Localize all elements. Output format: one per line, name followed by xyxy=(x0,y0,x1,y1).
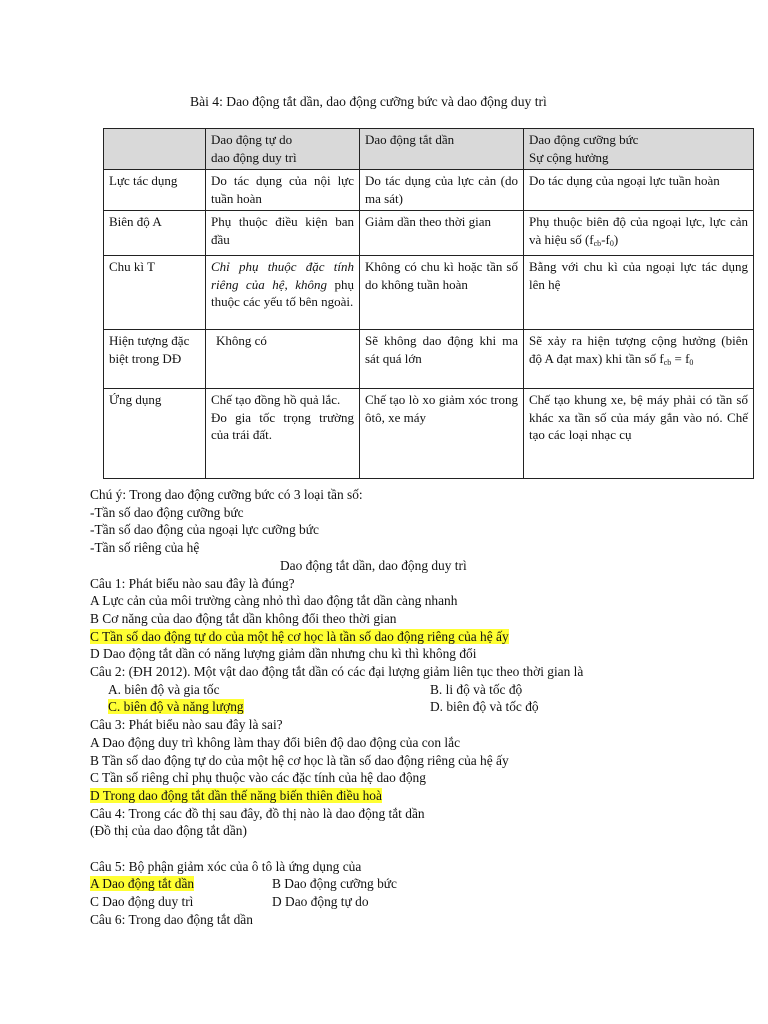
question-1: Câu 1: Phát biểu nào sau đây là đúng? xyxy=(90,575,295,591)
answer-option: A. biên độ và gia tốc xyxy=(108,681,220,697)
table-cell: Giảm dần theo thời gian xyxy=(360,211,524,256)
question-6: Câu 6: Trong dao động tắt dần xyxy=(90,911,253,927)
table-cell: Bằng với chu kì của ngoại lực tác dụng lên hệ xyxy=(524,256,754,330)
cell-text: = f xyxy=(671,350,690,366)
row-label: Lực tác dụng xyxy=(104,170,206,211)
header-cell-damped: Dao động tắt dần xyxy=(360,129,524,170)
note-line: -Tần số dao động cưỡng bức xyxy=(90,504,244,520)
row-label: Hiện tượng đặc biệt trong DĐ xyxy=(104,330,206,389)
row-label: Biên độ A xyxy=(104,211,206,256)
question-2: Câu 2: (ĐH 2012). Một vật dao động tắt dần có các đại lượng giảm liên tục theo thời gian là xyxy=(90,664,584,680)
table-cell: Do tác dụng của nội lực tuần hoàn xyxy=(206,170,360,211)
answer-options-row xyxy=(90,875,750,893)
note-line: -Tần số riêng của hệ xyxy=(90,540,200,556)
cell-italic-text: Chỉ phụ thuộc đặc tính riêng của hệ, không xyxy=(211,259,354,292)
answer-option: B Dao động cưỡng bức xyxy=(272,876,397,892)
table-cell: Phụ thuộc điều kiện ban đầu xyxy=(206,211,360,256)
cell-text: phụ thuộc các yếu tố bên ngoài. xyxy=(211,276,354,309)
answer-options-row xyxy=(90,698,750,716)
question-4-note: (Đồ thị của dao động tắt dần) xyxy=(90,823,247,839)
answer-option: C Dao động duy trì xyxy=(90,894,194,910)
cell-text: Chế tạo đồng hồ quả lắc. xyxy=(211,392,341,407)
header-forced-line2: Sự cộng hưởng xyxy=(529,149,609,165)
answer-option-highlighted: C. biên độ và năng lượng xyxy=(108,699,244,715)
subscript-0: 0 xyxy=(689,357,694,367)
cell-text: -f xyxy=(601,231,610,247)
table-row xyxy=(104,389,754,479)
table-cell: Chế tạo lò xo giảm xóc trong ôtô, xe máy xyxy=(360,389,524,479)
answer-option: D Dao động tắt dần có năng lượng giảm dần nhưng chu kì thì không đổi xyxy=(90,646,477,662)
answer-option: C Tần số riêng chỉ phụ thuộc vào các đặc tính của hệ dao động xyxy=(90,770,426,786)
answer-option: B Tần số dao động tự do của một hệ cơ học là tần số dao động riêng của hệ ấy xyxy=(90,752,509,768)
answer-option: A Dao động duy trì không làm thay đổi biên độ dao động của con lắc xyxy=(90,734,461,750)
answer-option-highlighted: A Dao động tắt dần xyxy=(90,876,195,892)
answer-option: A Lực cản của môi trường càng nhỏ thì dao động tắt dần càng nhanh xyxy=(90,593,458,609)
question-4: Câu 4: Trong các đồ thị sau đây, đồ thị nào là dao động tắt dần xyxy=(90,805,425,821)
cell-text: Đo gia tốc trọng trường của trái đất. xyxy=(211,409,354,442)
cell-text: ) xyxy=(613,231,619,247)
answer-option: B. li độ và tốc độ xyxy=(430,681,523,697)
table-cell xyxy=(524,211,754,256)
table-header-row xyxy=(104,129,754,170)
table-cell: Không có chu kì hoặc tần số do không tuần hoàn xyxy=(360,256,524,330)
note-line: -Tần số dao động của ngoại lực cưỡng bức xyxy=(90,522,319,538)
row-label: Chu kì T xyxy=(104,256,206,330)
table-cell: Do tác dụng của lực cản (do ma sát) xyxy=(360,170,524,211)
table-row xyxy=(104,170,754,211)
table-cell: Chế tạo khung xe, bệ máy phải có tần số khác xa tần số của máy gắn vào nó. Chế tạo các loại nhạc cụ xyxy=(524,389,754,479)
lesson-title: Bài 4: Dao động tắt dần, dao động cưỡng bức và dao động duy trì xyxy=(190,94,547,109)
table-cell xyxy=(206,256,360,330)
cell-text: Sẽ xảy ra hiện tượng cộng hưởng (biên độ A đạt max) khi tần số f xyxy=(529,333,748,366)
table-cell: Sẽ không dao động khi ma sát quá lớn xyxy=(360,330,524,389)
question-5: Câu 5: Bộ phận giảm xóc của ô tô là ứng dụng của xyxy=(90,858,362,874)
header-free-line2: dao động duy trì xyxy=(211,149,297,165)
header-cell-free-oscillation xyxy=(206,129,360,170)
subscript-cb: cb xyxy=(593,238,602,248)
answer-option: D Dao động tự do xyxy=(272,894,369,910)
header-cell-forced xyxy=(524,129,754,170)
header-forced-line1: Dao động cưỡng bức xyxy=(529,132,639,147)
table-row xyxy=(104,256,754,330)
comparison-table xyxy=(103,128,754,479)
cell-text: Không có xyxy=(216,333,267,348)
row-label: Ứng dụng xyxy=(104,389,206,479)
answer-option-highlighted: D Trong dao động tắt dần thế năng biến thiên điều hoà xyxy=(90,787,382,803)
subscript-cb: cb xyxy=(663,357,672,367)
table-cell: Do tác dụng của ngoại lực tuần hoàn xyxy=(524,170,754,211)
header-free-line1: Dao động tự do xyxy=(211,132,293,147)
cell-text: Phụ thuộc biên độ của ngoại lực, lực cản và hiệu số (f xyxy=(529,214,748,247)
answer-options-row xyxy=(90,893,750,911)
notes-and-questions xyxy=(90,486,750,929)
table-cell xyxy=(206,389,360,479)
section-heading: Dao động tắt dần, dao động duy trì xyxy=(280,557,467,573)
note-line: Chú ý: Trong dao động cưỡng bức có 3 loại tần số: xyxy=(90,487,363,502)
table-cell xyxy=(524,330,754,389)
answer-options-row xyxy=(90,681,750,699)
subscript-0: 0 xyxy=(609,238,614,248)
answer-option: D. biên độ và tốc độ xyxy=(430,699,539,715)
answer-option: B Cơ năng của dao động tắt dần không đổi theo thời gian xyxy=(90,610,397,626)
header-cell-empty xyxy=(104,129,206,170)
answer-option-highlighted: C Tần số dao động tự do của một hệ cơ học là tần số dao động riêng của hệ ấy xyxy=(90,628,509,644)
table-cell xyxy=(206,330,360,389)
table-row xyxy=(104,211,754,256)
question-3: Câu 3: Phát biểu nào sau đây là sai? xyxy=(90,717,283,733)
table-row xyxy=(104,330,754,389)
